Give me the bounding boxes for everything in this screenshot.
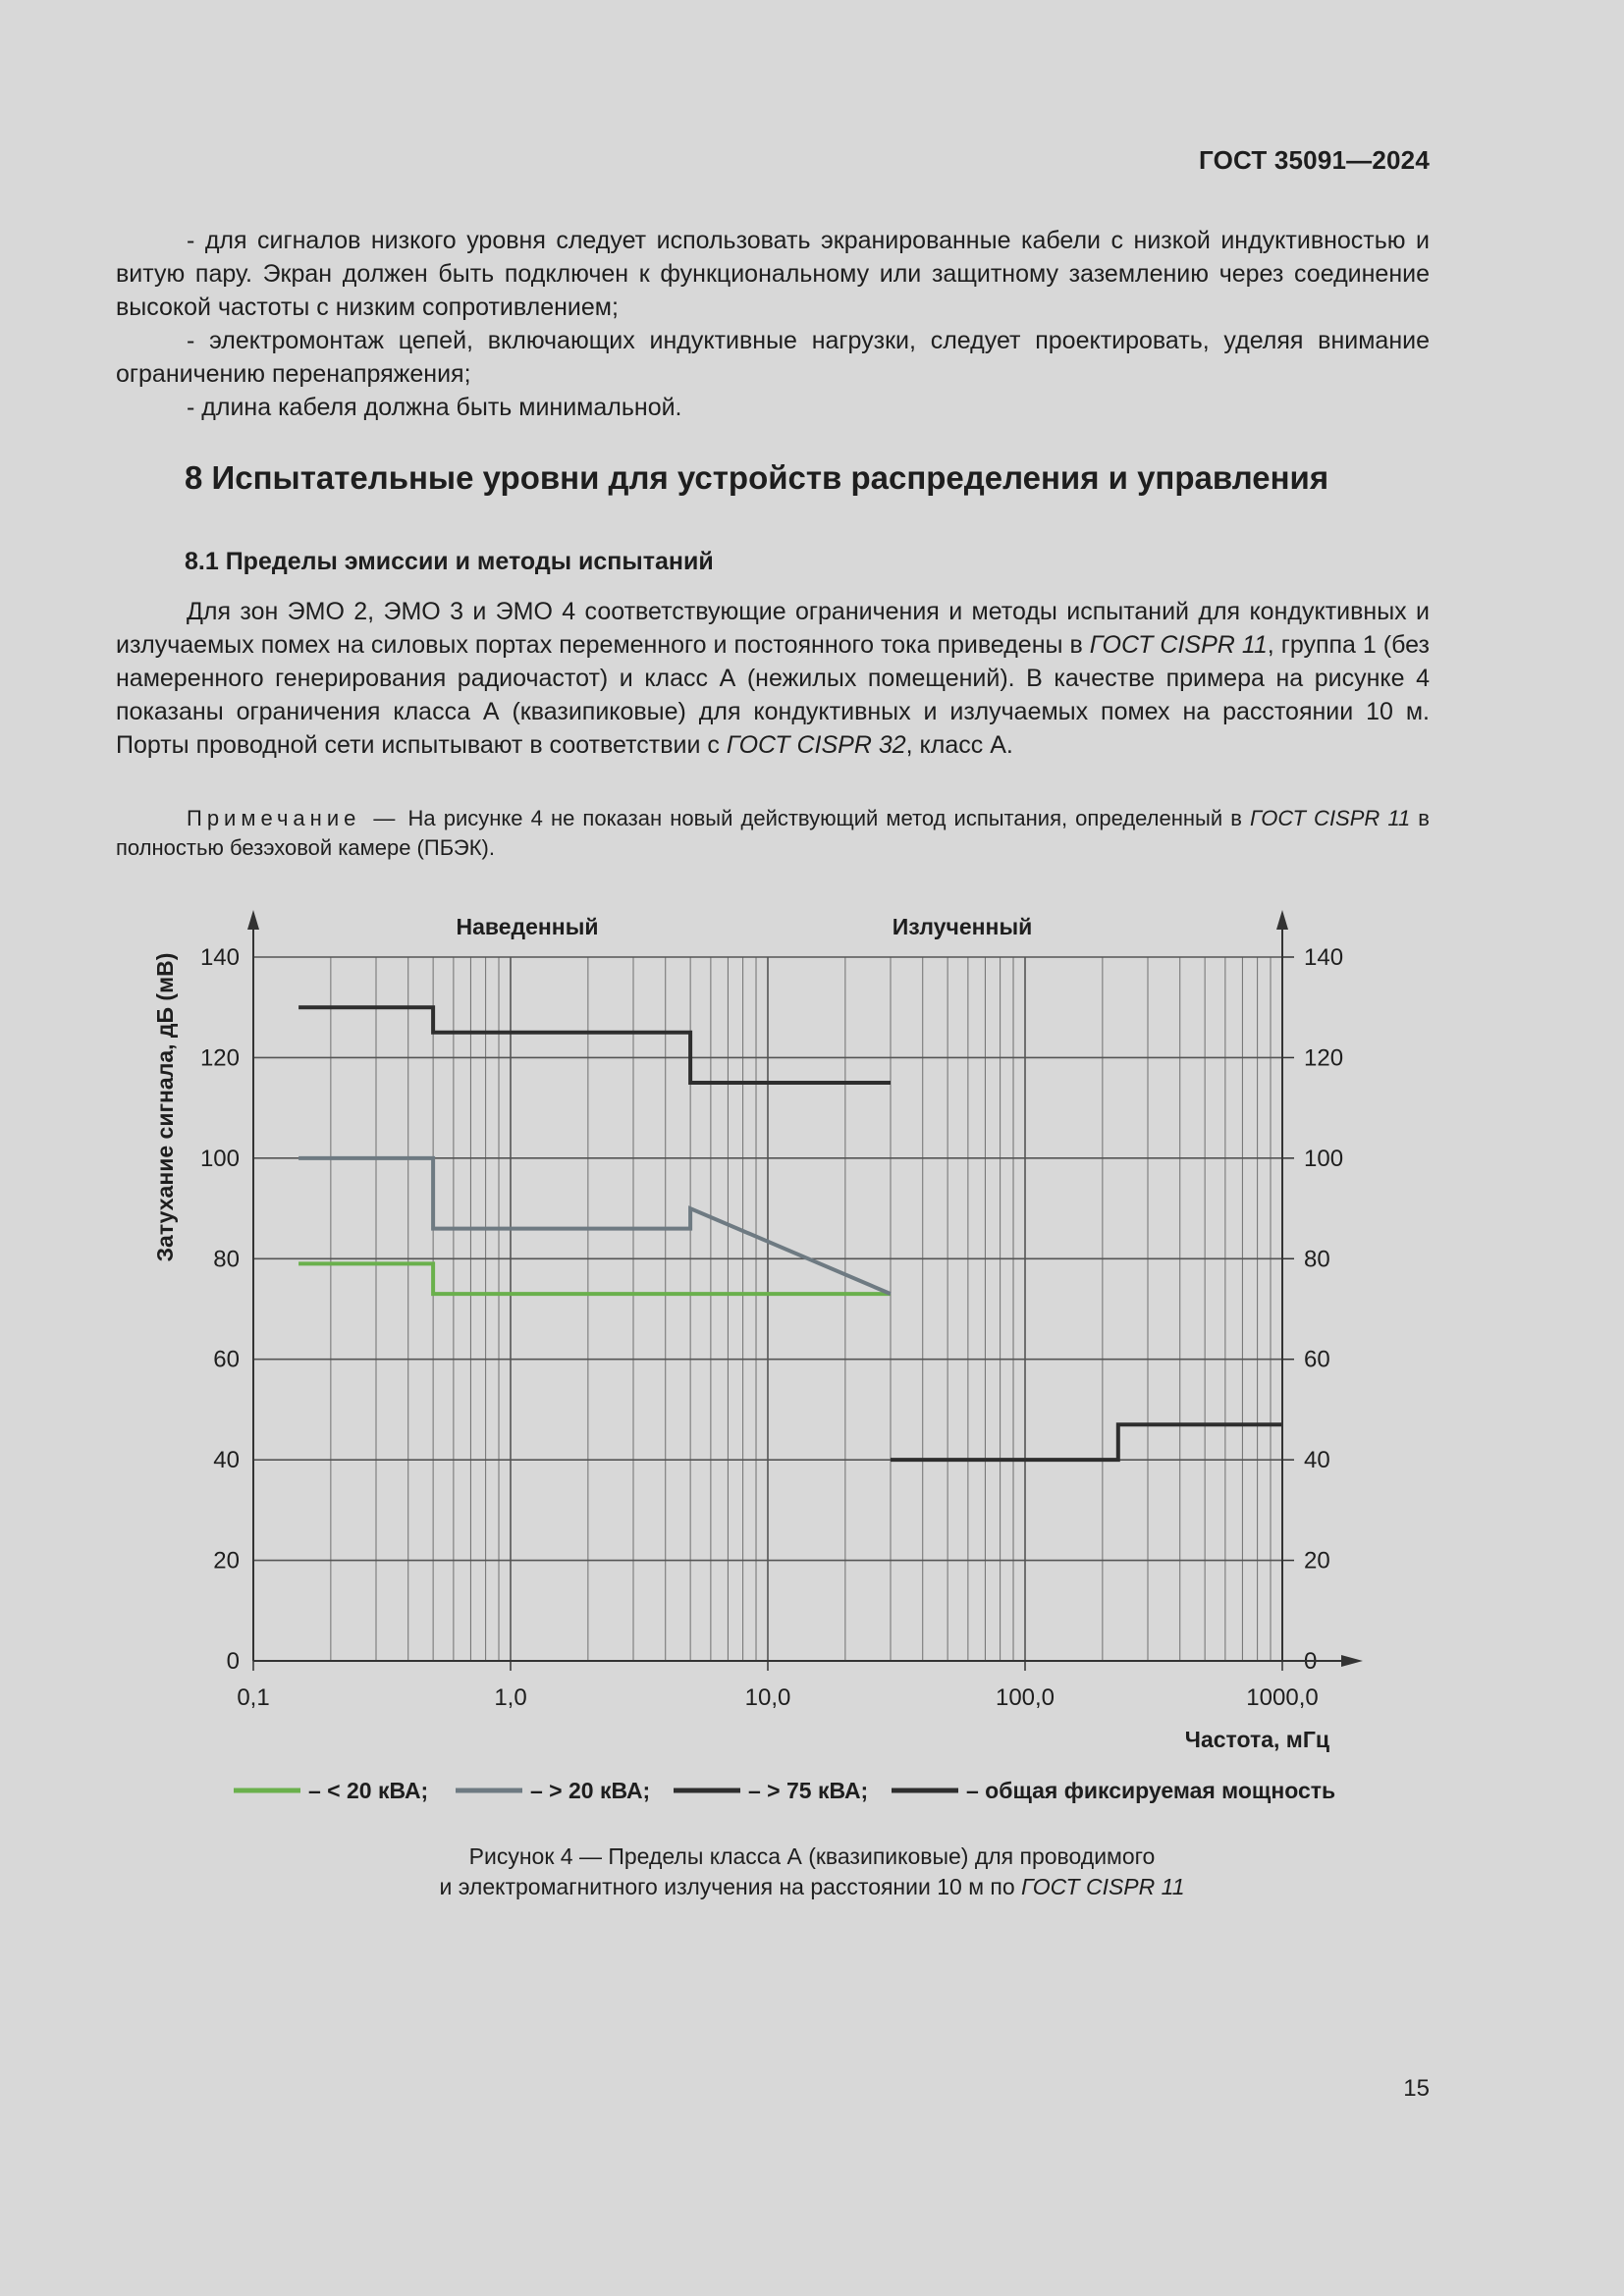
x-tick-label: 10,0 xyxy=(744,1684,791,1711)
y-tick-label: 60 xyxy=(213,1346,240,1373)
note-text: в полностью безэховой камере (ПБЭК). xyxy=(116,806,1430,860)
standard-reference: ГОСТ CISPR 11 xyxy=(1021,1874,1185,1899)
x-tick-label: 1,0 xyxy=(494,1684,527,1711)
note-text: На рисунке 4 не показан новый действующий метод испытания, определенный в xyxy=(400,806,1251,830)
y-tick-label-right: 60 xyxy=(1304,1346,1330,1373)
chart-axes xyxy=(200,910,1363,1711)
x-axis-arrow xyxy=(1341,1655,1363,1667)
caption-line: Рисунок 4 — Пределы класса А (квазипиковые) для проводимого xyxy=(468,1843,1156,1869)
x-axis-label: Частота, мГц xyxy=(1184,1727,1329,1752)
y-tick-label-right: 120 xyxy=(1304,1044,1344,1072)
region-label-conducted: Наведенный xyxy=(456,914,599,939)
bullet-item: - длина кабеля должна быть минимальной. xyxy=(187,394,682,421)
caption-text: и электромагнитного излучения на расстоянии 10 м по xyxy=(439,1874,1022,1899)
y-tick-label: 140 xyxy=(199,944,240,971)
series-line xyxy=(298,1158,891,1294)
series-line xyxy=(891,1424,1282,1460)
caption-line xyxy=(0,1872,1624,1902)
chart-series xyxy=(298,1007,1282,1460)
chart-grid xyxy=(253,957,1282,1661)
x-tick-label: 100,0 xyxy=(995,1684,1056,1711)
standard-reference: ГОСТ CISPR 32 xyxy=(726,731,906,759)
legend-label: – < 20 кВА; xyxy=(308,1778,429,1803)
y-axis-label: Затухание сигнала, дБ (мВ) xyxy=(152,952,178,1262)
y-tick-label: 40 xyxy=(213,1447,240,1474)
y-axis-right-arrow xyxy=(1276,910,1288,930)
y-tick-label-right: 80 xyxy=(1304,1246,1330,1273)
document-id: ГОСТ 35091—2024 xyxy=(1199,145,1430,175)
x-tick-label: 0,1 xyxy=(237,1684,270,1711)
legend-label: – > 75 кВА; xyxy=(748,1778,869,1803)
bullet-item: - для сигналов низкого уровня следует использовать экранированные кабели с низкой индуктивностью и витую пару. Экран должен быть подключен к функциональному или защитному заземлению через соединение высокой частоты с низким сопротивлением; xyxy=(116,227,1430,321)
standard-reference: ГОСТ CISPR 11 xyxy=(1250,806,1411,830)
y-tick-label: 20 xyxy=(213,1547,240,1575)
y-tick-label: 100 xyxy=(199,1145,240,1172)
y-axis-arrow xyxy=(247,910,259,930)
chart-legend xyxy=(234,1778,1335,1803)
note-label: Примечание — xyxy=(187,806,401,830)
y-tick-label: 120 xyxy=(199,1044,240,1072)
y-tick-label: 0 xyxy=(226,1648,240,1675)
legend-label: – общая фиксируемая мощность xyxy=(966,1778,1336,1803)
legend-label: – > 20 кВА; xyxy=(530,1778,651,1803)
series-line xyxy=(298,1007,891,1083)
region-label-radiated: Излученный xyxy=(892,914,1033,939)
paragraph-text: , класс А. xyxy=(905,731,1013,759)
y-tick-label-right: 40 xyxy=(1304,1447,1330,1474)
page-number: 15 xyxy=(1403,2075,1430,2102)
bullet-item: - электромонтаж цепей, включающих индуктивные нагрузки, следует проектировать, уделяя внимание ограничению перенапряжения; xyxy=(116,327,1430,388)
x-tick-label: 1000,0 xyxy=(1246,1684,1319,1711)
y-tick-label-right: 140 xyxy=(1304,944,1344,971)
y-tick-label-right: 20 xyxy=(1304,1547,1330,1575)
paragraph-text: , группа 1 (без намеренного генерирования радиочастот) и класс А (нежилых помещений). В качестве примера на рисунке 4 показаны ограничения класса А (квазипиковые) для кондуктивных и излучаемых помех на расстоянии 10 м. Порты проводной сети испытывают в соответствии с xyxy=(116,631,1430,759)
y-tick-label: 80 xyxy=(213,1246,240,1273)
section-title: 8 Испытательные уровни для устройств распределения и управления xyxy=(185,459,1329,496)
paragraph-text: Для зон ЭМО 2, ЭМО 3 и ЭМО 4 соответствующие ограничения и методы испытаний для кондуктивных и излучаемых помех на силовых портах переменного и постоянного тока приведены в xyxy=(116,598,1430,659)
subsection-title: 8.1 Пределы эмиссии и методы испытаний xyxy=(185,548,714,575)
y-tick-label-right: 100 xyxy=(1304,1145,1344,1172)
figure-caption xyxy=(0,1842,1624,1902)
y-tick-label-right: 0 xyxy=(1304,1648,1318,1675)
series-line xyxy=(298,1263,891,1294)
standard-reference: ГОСТ CISPR 11 xyxy=(1089,631,1268,659)
